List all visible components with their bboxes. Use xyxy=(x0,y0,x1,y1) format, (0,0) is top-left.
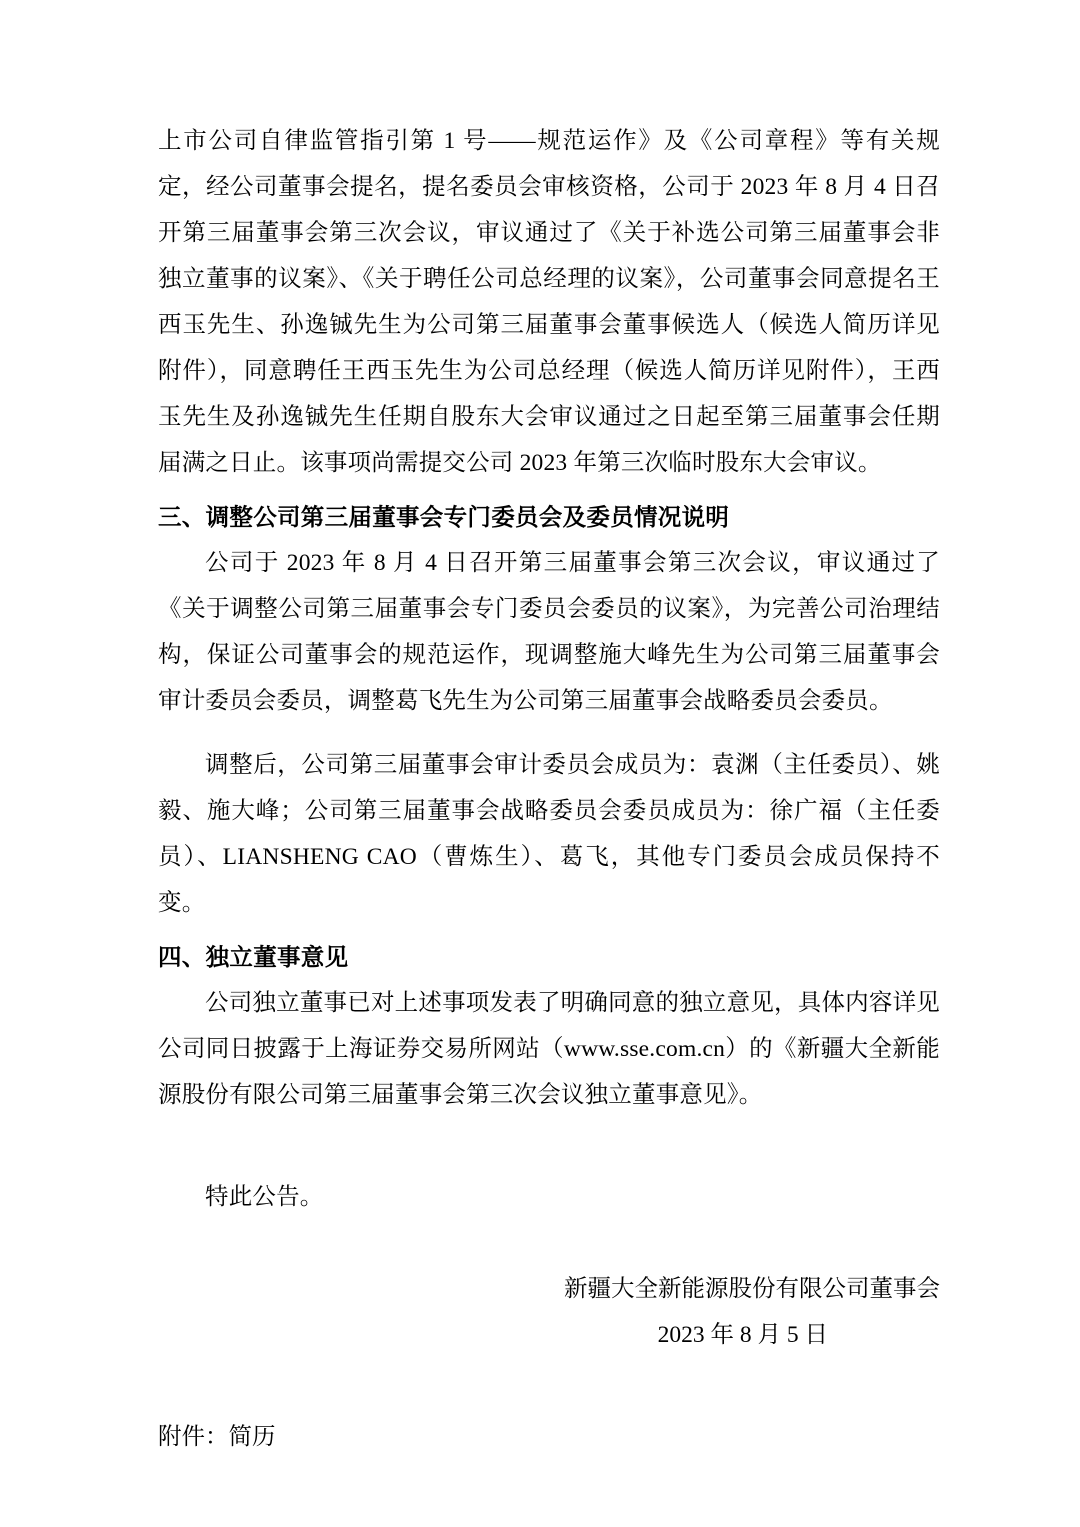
section-three-paragraph-2: 调整后，公司第三届董事会审计委员会成员为：袁渊（主任委员）、姚毅、施大峰；公司第三届董事会战略委员会委员成员为：徐广福（主任委员）、LIANSHENG CAO（曹炼生）、葛飞，其他专门委员会成员保持不变。 xyxy=(158,752,940,916)
spacer xyxy=(158,1220,940,1260)
signature-block xyxy=(158,1266,940,1358)
section-heading-three: 三、调整公司第三届董事会专门委员会及委员情况说明 xyxy=(158,504,730,530)
spacer xyxy=(158,724,940,742)
spacer xyxy=(158,926,940,934)
attachment-note: 附件：简历 xyxy=(158,1424,276,1450)
signature-company: 新疆大全新能源股份有限公司董事会 xyxy=(564,1276,940,1302)
spacer xyxy=(158,486,940,494)
document-body xyxy=(158,118,940,1460)
section-three-paragraph-1: 公司于 2023 年 8 月 4 日召开第三届董事会第三次会议，审议通过了《关于调整公司第三届董事会专门委员会委员的议案》，为完善公司治理结构，保证公司董事会的规范运作，现调整施大峰先生为公司第三届董事会审计委员会委员，调整葛飞先生为公司第三届董事会战略委员会委员。 xyxy=(158,550,940,714)
signature-date: 2023 年 8 月 5 日 xyxy=(657,1322,828,1348)
continued-paragraph: 上市公司自律监管指引第 1 号——规范运作》及《公司章程》等有关规定，经公司董事会提名，提名委员会审核资格，公司于 2023 年 8 月 4 日召开第三届董事会第三次会议，审议通过了《关于补选公司第三届董事会非独立董事的议案》、《关于聘任公司总经理的议案》，公司董事会同意提名王西玉先生、孙逸铖先生为公司第三届董事会董事候选人（候选人简历详见附件），同意聘任王西玉先生为公司总经理（候选人简历详见附件），王西玉先生及孙逸铖先生任期自股东大会审议通过之日起至第三届董事会任期届满之日止。该事项尚需提交公司 2023 年第三次临时股东大会审议。 xyxy=(158,128,940,476)
section-heading-four: 四、独立董事意见 xyxy=(158,944,349,970)
section-four-paragraph-1: 公司独立董事已对上述事项发表了明确同意的独立意见，具体内容详见公司同日披露于上海证券交易所网站（www.sse.com.cn）的《新疆大全新能源股份有限公司第三届董事会第三次会议独立董事意见》。 xyxy=(158,990,940,1108)
spacer xyxy=(158,1118,940,1174)
spacer xyxy=(158,1358,940,1414)
notice-line: 特此公告。 xyxy=(205,1184,324,1210)
